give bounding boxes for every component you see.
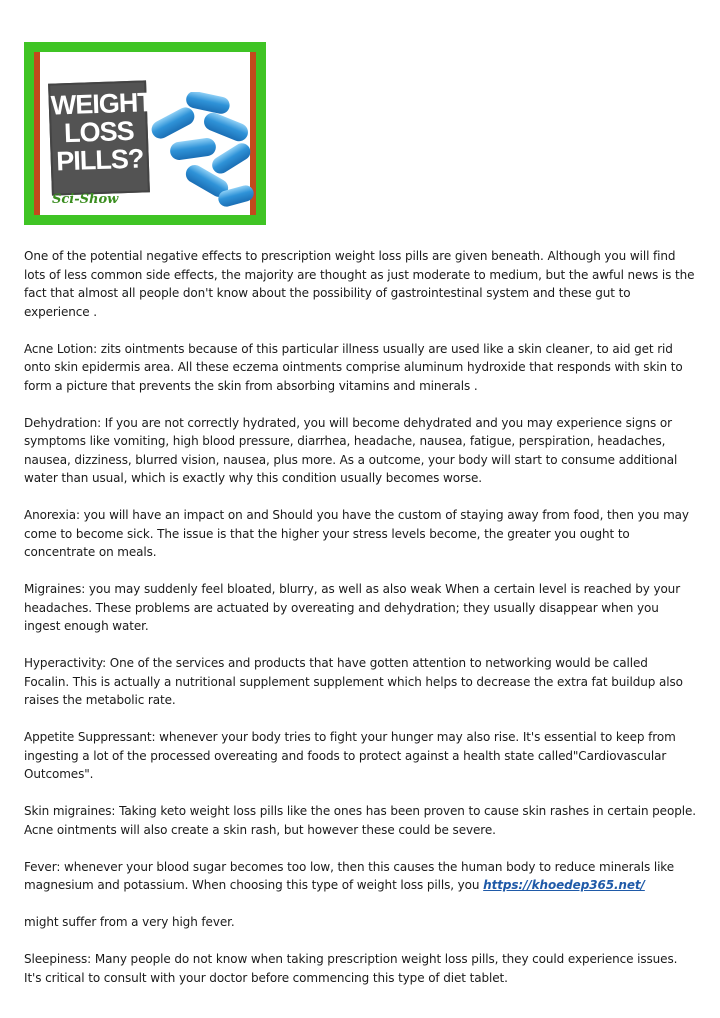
paragraph: Acne Lotion: zits ointments because of this particular illness usually are used like a skin cleaner, to aid get rid onto skin epidermis area. All these eczema ointments comprise aluminum hydroxide that responds with skin to form a picture that prevents the skin from absorbing vitamins and minerals . <box>24 341 683 393</box>
paragraph: Migraines: you may suddenly feel bloated, blurry, as well as also weak When a certain level is reached by your headaches. These problems are actuated by overeating and dehydration; they usually disappear when you ingest enough water. <box>24 582 681 633</box>
hero-title: WEIGHT LOSS PILLS? <box>50 87 154 177</box>
paragraph-fever <box>24 858 696 895</box>
brand-logo: Sci-Show <box>52 192 119 207</box>
paragraph: might suffer from a very high fever. <box>24 915 235 929</box>
fever-text: Fever: whenever your blood sugar becomes too low, then this causes the human body to reduce minerals like magnesium and potassium. When choosing this type of weight loss pills, you <box>24 859 675 892</box>
hero-card <box>34 52 256 215</box>
paragraph: One of the potential negative effects to prescription weight loss pills are given beneath. Although you will find lots of less common side effects, the majority are thought as just moderate to medium, but the awful news is the fact that almost all people don't know about the possibility of gastrointestinal system and these gut to experience . <box>24 249 695 319</box>
paragraph: Hyperactivity: One of the services and products that have gotten attention to networking would be called Focalin. This is actually a nutritional supplement supplement which helps to decrease the extra fat buildup also raises the metabolic rate. <box>24 656 683 707</box>
paragraph: Anorexia: you will have an impact on and Should you have the custom of staying away from food, then you may come to become sick. The issue is that the higher your stress levels become, the greater you ought to concentrate on meals. <box>24 508 689 559</box>
paragraph: Skin migraines: Taking keto weight loss pills like the ones has been proven to cause skin rashes in certain people. Acne ointments will also create a skin rash, but however these could be severe. <box>24 804 696 837</box>
paragraph: Sleepiness: Many people do not know when taking prescription weight loss pills, they could experience issues. It's critical to consult with your doctor before commencing this type of diet tablet. <box>24 952 678 985</box>
paragraph: Appetite Suppressant: whenever your body tries to fight your hunger may also rise. It's essential to keep from ingesting a lot of the processed overeating and foods to protect against a health state called"Cardiovascular Outcomes". <box>24 730 676 781</box>
hero-image <box>24 42 266 225</box>
article-body <box>24 247 696 1006</box>
title-sign <box>48 80 154 195</box>
blue-capsule-pills-icon <box>148 92 258 212</box>
site-link[interactable]: https://khoedep365.net/ <box>483 878 645 892</box>
paragraph: Dehydration: If you are not correctly hydrated, you will become dehydrated and you may experience signs or symptoms like vomiting, high blood pressure, diarrhea, headache, nausea, fatigue, perspiration, headaches, nausea, dizziness, blurred vision, nausea, plus more. As a outcome, your body will start to consume additional water than usual, which is exactly why this condition usually becomes worse. <box>24 415 678 485</box>
